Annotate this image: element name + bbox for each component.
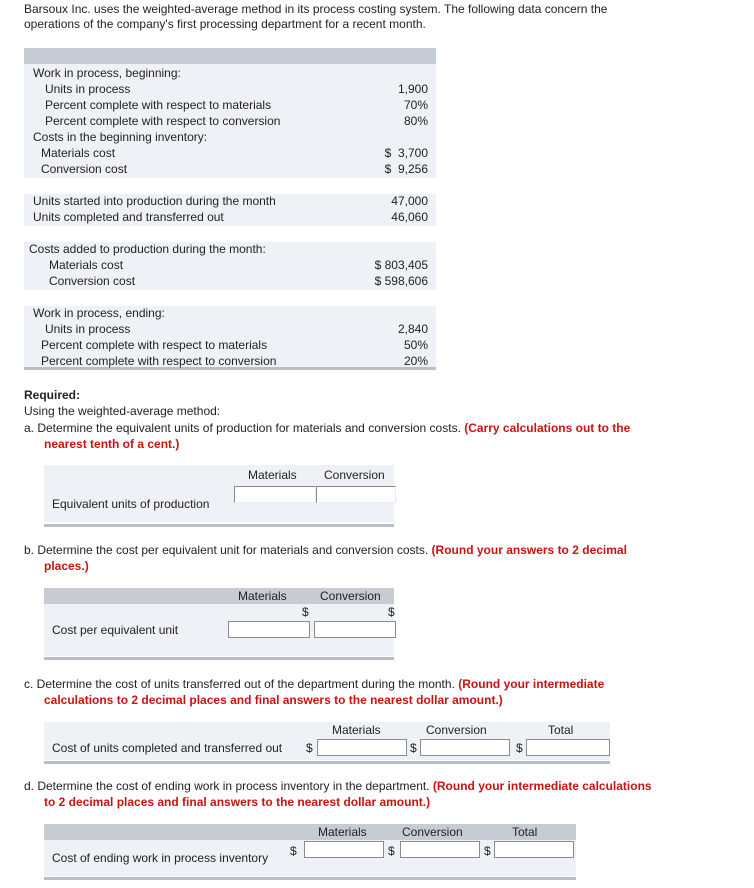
materials-cost-value: $ 3,700 — [384, 146, 428, 160]
equivalent-units-conversion-input[interactable] — [316, 486, 396, 503]
wip-beginning-label: Work in process, beginning: — [33, 66, 181, 80]
added-conversion-label: Conversion cost — [49, 274, 136, 288]
transferred-conversion-input[interactable] — [420, 739, 510, 756]
required-heading: Required: — [24, 388, 81, 402]
end-units-label: Units in process — [45, 322, 131, 336]
end-pct-conversion-value: 20% — [403, 354, 428, 368]
part-b-bottom-bar — [44, 657, 394, 660]
cost-per-unit-materials-input[interactable] — [228, 621, 310, 638]
data-table — [24, 48, 436, 370]
part-c-dollar-total: $ — [516, 741, 523, 755]
part-d-dollar-total: $ — [484, 844, 491, 858]
costs-added-label: Costs added to production during the month: — [29, 242, 266, 256]
equivalent-units-materials-input[interactable] — [234, 486, 316, 503]
required-method: Using the weighted-average method: — [24, 404, 221, 418]
part-d-table — [44, 824, 576, 880]
units-started-value: 47,000 — [391, 194, 428, 208]
added-materials-label: Materials cost — [49, 258, 124, 272]
end-units-value: 2,840 — [397, 322, 428, 336]
part-d-dollar-materials: $ — [290, 844, 297, 858]
added-conversion-value: $ 598,606 — [374, 274, 428, 288]
end-pct-materials-label: Percent complete with respect to materials — [41, 338, 268, 352]
ending-wip-conversion-input[interactable] — [400, 841, 480, 858]
part-b-row-label: Cost per equivalent unit — [52, 623, 179, 637]
part-d-header-bar — [44, 824, 576, 840]
pct-conversion-value: 80% — [403, 114, 428, 128]
data-table-header-bar — [24, 48, 436, 64]
end-pct-materials-value: 50% — [403, 338, 428, 352]
part-d-col-total: Total — [512, 825, 538, 839]
part-b-text: b. Determine the cost per equivalent unit for materials and conversion costs. — [24, 543, 429, 557]
part-a-bottom-bar — [44, 524, 394, 527]
part-a-note: (Carry calculations out to the nearest tenth of a cent.) — [44, 421, 631, 451]
part-a-text: a. Determine the equivalent units of production for materials and conversion costs. — [24, 421, 461, 435]
materials-cost-label: Materials cost — [41, 146, 116, 160]
part-a-row-label: Equivalent units of production — [52, 497, 210, 511]
part-a-col-conversion: Conversion — [324, 468, 385, 482]
part-d-question — [24, 778, 664, 810]
part-b-col-materials: Materials — [238, 589, 287, 603]
part-a-col-materials: Materials — [248, 468, 297, 482]
part-d-row-label: Cost of ending work in process inventory — [52, 851, 269, 865]
part-c-col-materials: Materials — [332, 723, 381, 737]
part-c-col-conversion: Conversion — [426, 723, 487, 737]
units-started-label: Units started into production during the month — [33, 194, 276, 208]
part-c-row-label: Cost of units completed and transferred out — [52, 741, 283, 755]
units-in-process-value: 1,900 — [397, 82, 428, 96]
conversion-cost-value: $ 9,256 — [384, 162, 428, 176]
units-in-process-label: Units in process — [45, 82, 131, 96]
pct-conversion-label: Percent complete with respect to conversion — [45, 114, 281, 128]
units-completed-value: 46,060 — [391, 210, 428, 224]
part-c-dollar-conversion: $ — [410, 741, 417, 755]
part-c-text: c. Determine the cost of units transferred out of the department during the month. — [24, 677, 455, 691]
intro-text: Barsoux Inc. uses the weighted-average method in its process costing system. The following data concern the operations of the company's first processing department for a recent month. — [24, 2, 608, 31]
part-d-note: (Round your intermediate calculations to 2 decimal places and final answers to the nearest dollar amount.) — [44, 779, 652, 809]
wip-ending-label: Work in process, ending: — [33, 306, 165, 320]
part-c-question — [24, 676, 664, 708]
transferred-total-input[interactable] — [526, 739, 610, 756]
part-c-col-total: Total — [548, 723, 574, 737]
transferred-materials-input[interactable] — [317, 739, 407, 756]
end-pct-conversion-label: Percent complete with respect to conversion — [41, 354, 277, 368]
part-b-dollar-materials: $ — [302, 605, 309, 619]
part-a-table — [44, 465, 394, 527]
part-c-dollar-materials: $ — [306, 741, 313, 755]
part-c-table — [44, 722, 610, 764]
part-d-text: d. Determine the cost of ending work in process inventory in the department. — [24, 779, 430, 793]
part-b-question — [24, 542, 664, 574]
part-b-col-conversion: Conversion — [320, 589, 381, 603]
ending-wip-total-input[interactable] — [494, 841, 574, 858]
pct-materials-value: 70% — [403, 98, 428, 112]
part-c-bottom-bar — [44, 761, 610, 764]
part-b-dollar-conversion: $ — [388, 605, 395, 619]
part-d-dollar-conversion: $ — [388, 844, 395, 858]
part-d-bottom-bar — [44, 877, 576, 880]
pct-materials-label: Percent complete with respect to materials — [45, 98, 272, 112]
units-completed-label: Units completed and transferred out — [33, 210, 224, 224]
part-d-col-materials: Materials — [318, 825, 367, 839]
added-materials-value: $ 803,405 — [374, 258, 428, 272]
ending-wip-materials-input[interactable] — [304, 841, 384, 858]
costs-beginning-label: Costs in the beginning inventory: — [33, 130, 208, 144]
part-b-note: (Round your answers to 2 decimal places.) — [44, 543, 627, 573]
conversion-cost-label: Conversion cost — [41, 162, 128, 176]
part-c-note: (Round your intermediate calculations to 2 decimal places and final answers to the nearest dollar amount.) — [44, 677, 605, 707]
cost-per-unit-conversion-input[interactable] — [314, 621, 396, 638]
part-d-col-conversion: Conversion — [402, 825, 463, 839]
part-b-table — [44, 588, 394, 660]
part-a-question — [24, 420, 664, 452]
